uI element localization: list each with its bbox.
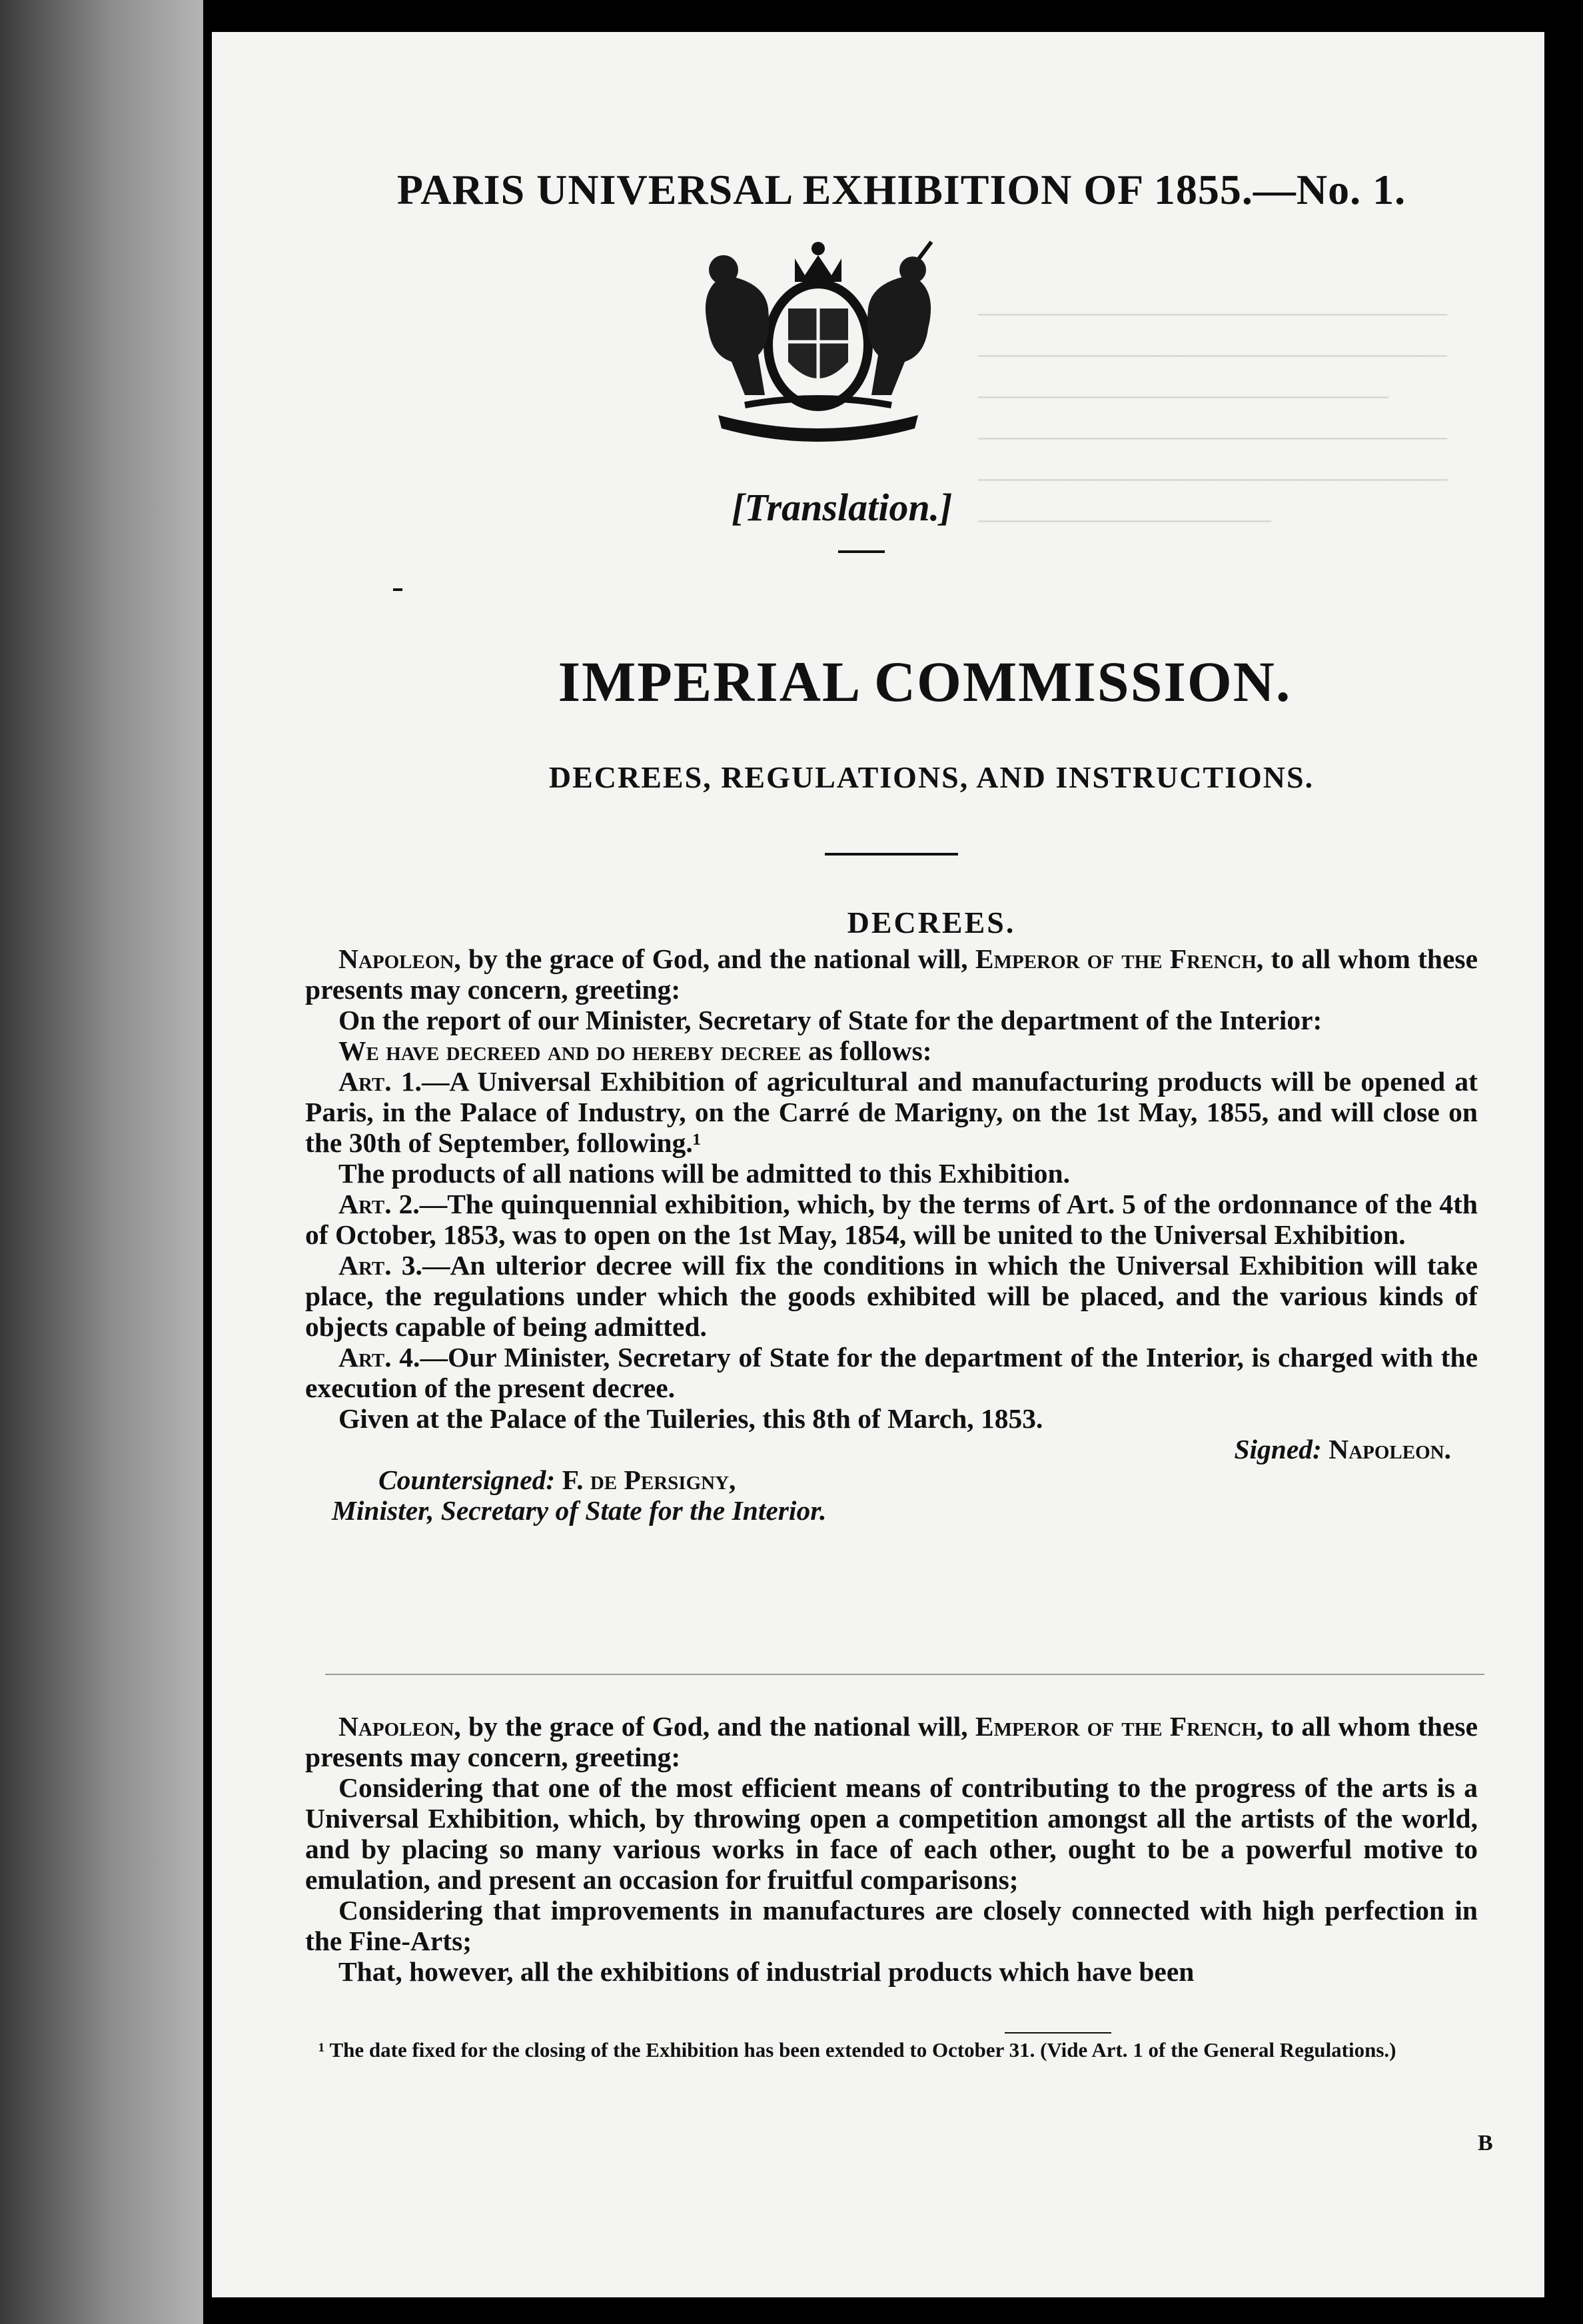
signature-mark: B — [1478, 2131, 1493, 2155]
salutation-name: Napoleon, — [338, 943, 461, 974]
article-label: Art. 3. — [338, 1250, 422, 1281]
salutation-end: to all whom these presents may concern, greeting: — [305, 943, 1478, 1005]
decrees-heading: DECREES. — [847, 905, 1016, 939]
report-paragraph: On the report of our Minister, Secretary of State for the department of the Interior: — [338, 1005, 1322, 1035]
considering-paragraph: Considering that improvements in manufactures are closely connected with high perfection in the Fine-Arts; — [305, 1895, 1478, 1956]
divider — [825, 853, 958, 856]
salutation-text: by the grace of God, and the national will, — [460, 943, 975, 974]
article-text: —The quinquennial exhibition, which, by the terms of Art. 5 of the ordonnance of the 4th of October, 1853, was to open on the 1st May, 1854, will be united to the Universal Exhibition. — [305, 1189, 1478, 1250]
decreed-end: as follows: — [801, 1035, 932, 1066]
article-text: —A Universal Exhibition of agricultural and manufacturing products will be opened at Paris, in the Palace of Industry, on the Carré de Marigny, on the 1st May, 1855, and will close on the 30th of September, following.¹ — [305, 1066, 1478, 1158]
adjacent-page-edge — [0, 0, 203, 2324]
royal-coat-of-arms-icon — [672, 229, 965, 455]
article-label: Art. 1. — [338, 1066, 422, 1097]
divider — [838, 550, 885, 553]
countersigned-name: F. de Persigny, — [562, 1464, 736, 1495]
decree-one — [305, 943, 1478, 1526]
signed-name: Napoleon. — [1328, 1434, 1451, 1464]
translation-note: [Translation.] — [732, 486, 953, 529]
salutation-end: to all whom these presents may concern, greeting: — [305, 1711, 1478, 1772]
divider — [325, 1674, 1484, 1675]
minister-line: Minister, Secretary of State for the Interior. — [332, 1495, 827, 1526]
salutation-title: Emperor of the French, — [975, 1711, 1264, 1742]
countersigned-label: Countersigned: — [378, 1464, 556, 1495]
article-label: Art. 2. — [338, 1189, 420, 1219]
signed-label: Signed: — [1234, 1434, 1322, 1464]
divider — [393, 588, 402, 591]
commission-title: IMPERIAL COMMISSION. — [558, 650, 1292, 714]
salutation-name: Napoleon, — [338, 1711, 461, 1742]
salutation-title: Emperor of the French, — [975, 943, 1264, 974]
article-text: —Our Minister, Secretary of State for the department of the Interior, is charged with the execution of the present decree. — [305, 1342, 1478, 1403]
article-text: The products of all nations will be admitted to this Exhibition. — [338, 1158, 1071, 1189]
subtitle: DECREES, REGULATIONS, AND INSTRUCTIONS. — [548, 760, 1315, 794]
footnote: ¹ The date fixed for the closing of the Exhibition has been extended to October 31. (Vide Art. 1 of the General Regulations.) — [318, 2038, 1396, 2061]
show-through-texture: ———————————————— ———————————————— —————————————— ———————————————— ———————————————— —————————— — [978, 296, 1447, 535]
article-label: Art. 4. — [338, 1342, 420, 1373]
considering-paragraph: Considering that one of the most efficient means of contributing to the progress of the arts is a Universal Exhibition, which, by throwing open a competition amongst all the artists of the world, and by placing so many various works in face of each other, ought to be a powerful motive to emulation, and present an occasion for fruitful comparisons; — [305, 1772, 1478, 1895]
page-header: PARIS UNIVERSAL EXHIBITION OF 1855.—No. 1. — [396, 166, 1406, 213]
article-text: —An ulterior decree will fix the conditions in which the Universal Exhibition will take place, the regulations under which the goods exhibited will be placed, and the various kinds of objects capable of being admitted. — [305, 1250, 1478, 1342]
given-line: Given at the Palace of the Tuileries, this 8th of March, 1853. — [338, 1403, 1043, 1434]
salutation-text: by the grace of God, and the national will, — [460, 1711, 975, 1742]
decreed-label: We have decreed and do hereby decree — [338, 1035, 801, 1066]
considering-paragraph: That, however, all the exhibitions of industrial products which have been — [338, 1956, 1195, 1987]
decree-two — [305, 1711, 1478, 1987]
footnote-divider — [1005, 2032, 1111, 2034]
document-page — [212, 32, 1544, 2297]
